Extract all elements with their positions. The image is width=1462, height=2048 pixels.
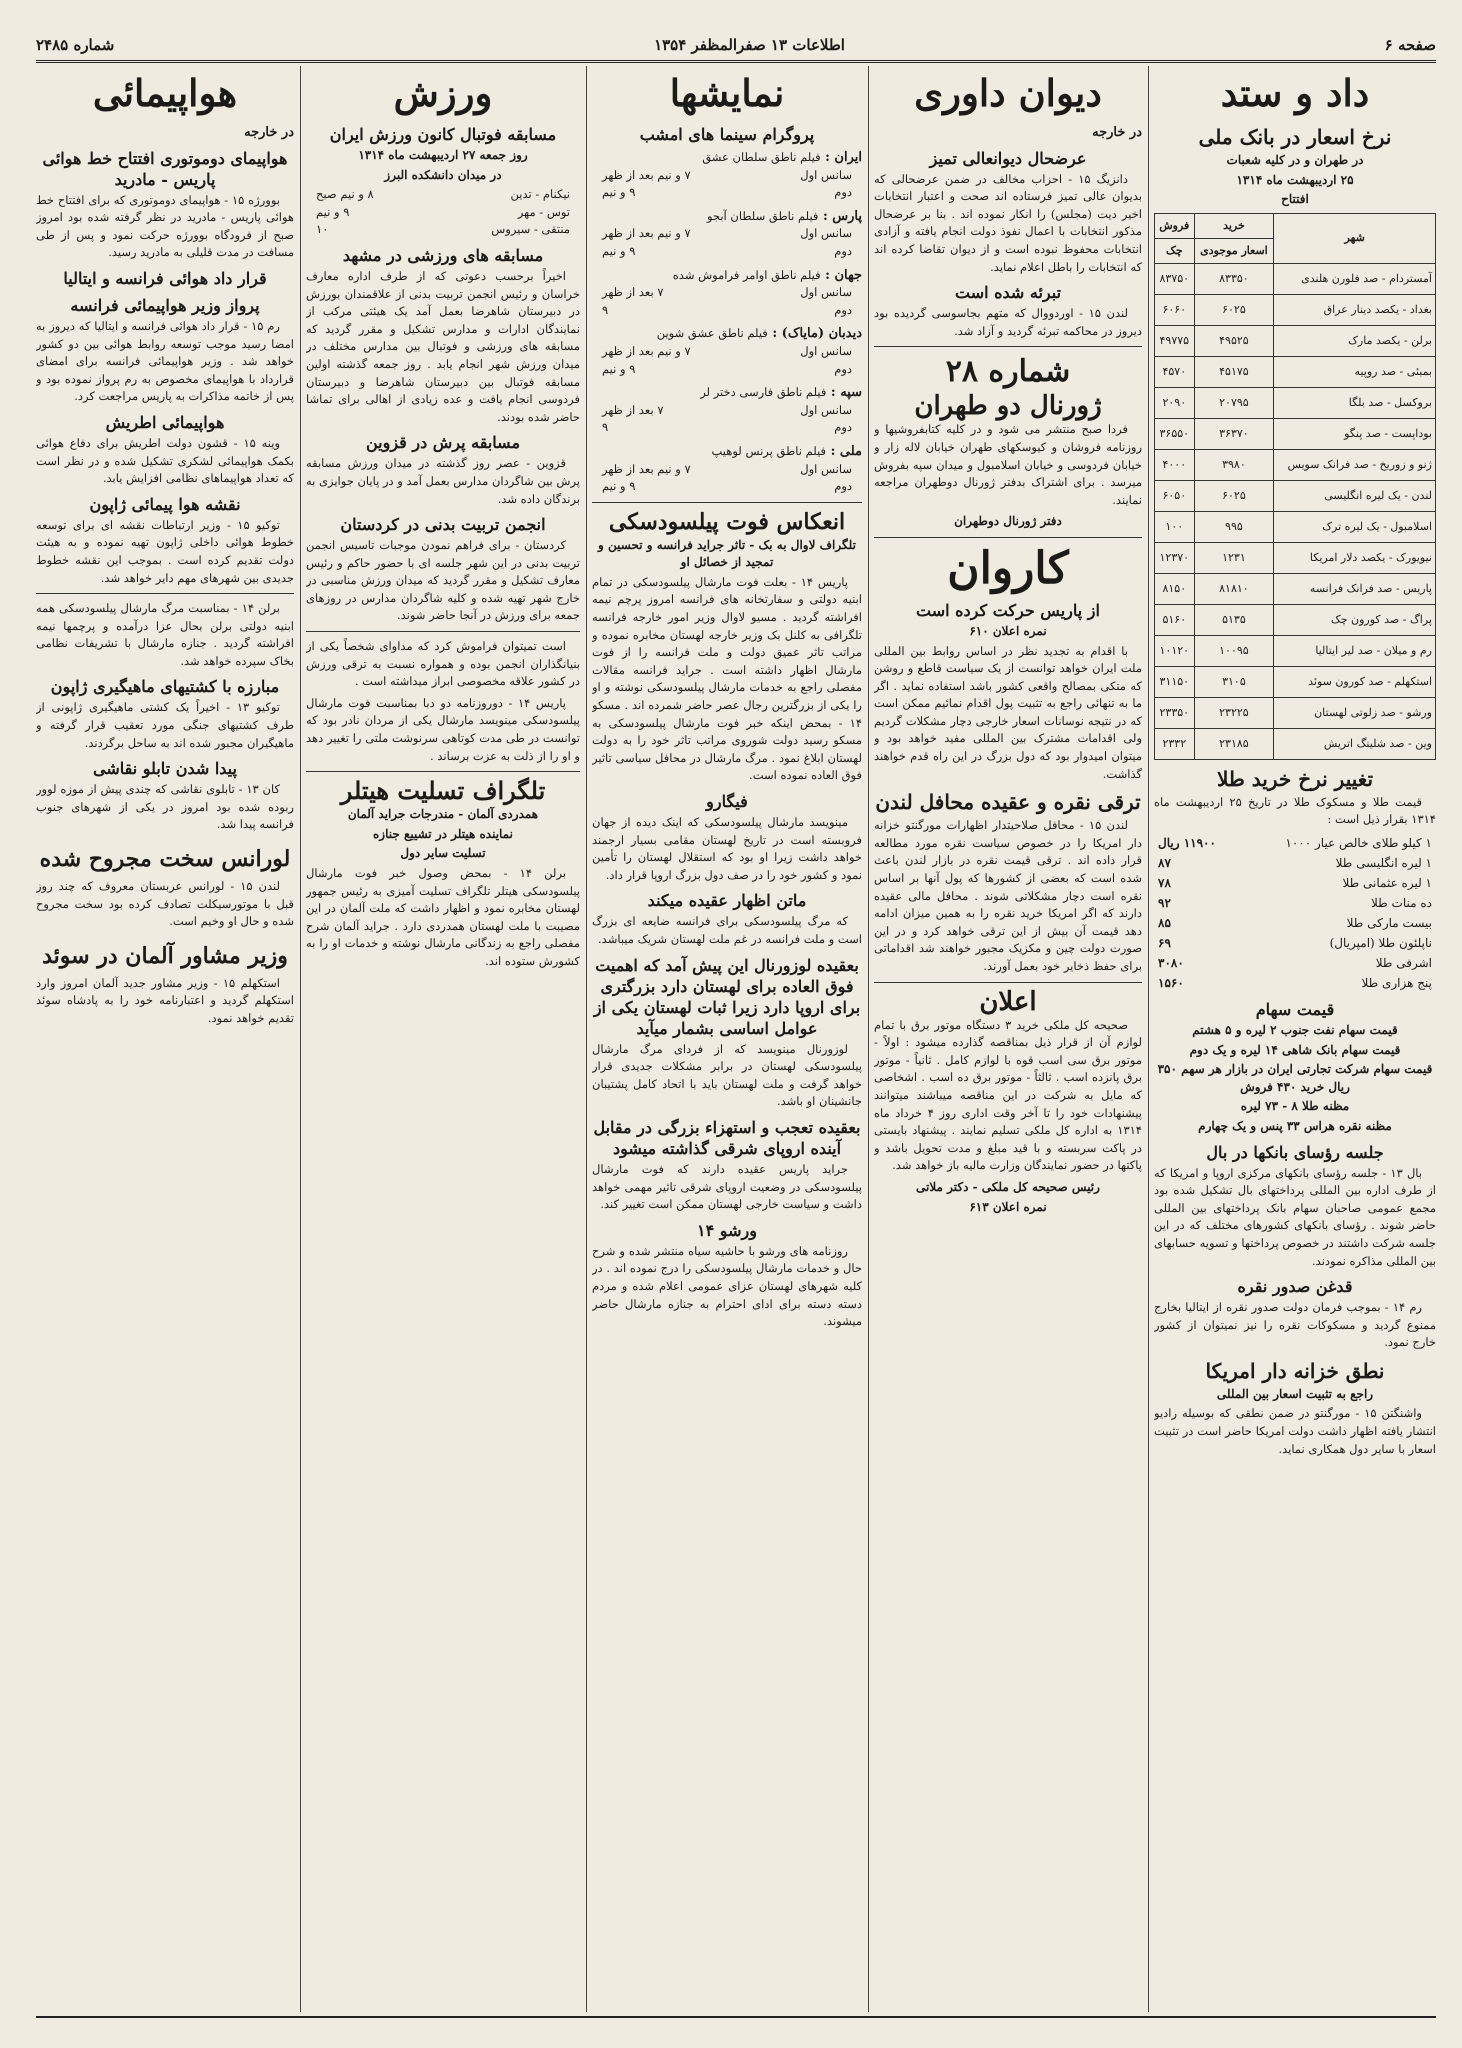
- rates-cell-city: ورشو - صد زلوتی لهستان: [1274, 697, 1436, 728]
- rates-cell-sell: ۱۲۳۷۰: [1155, 542, 1195, 573]
- rates-row: [1155, 697, 1436, 728]
- telegram-text: برلن ۱۴ - بمحض وصول خبر فوت مارشال پیلسودسکی هیتلر تلگراف تسلیت آمیزی به رئیس جمهور لهستان مخابره نمود و اظهار داشت که ملت آلمان در این مصیبت با ملت لهستان همدردی دارد . جراید آلمان شرح مفصلی راجع به زندگانی مارشال نوشته و خدمات او را به کشورش ستوده اند.: [306, 866, 580, 968]
- pilsudski-subheading: تلگراف لاوال به بک - تاثر جراید فرانسه و تحسین و تمجید از خصائل او: [598, 537, 856, 570]
- rates-cell-city: رم و میلان - صد لیر ایتالیا: [1274, 635, 1436, 666]
- gold-name: اشرفی طلا: [1375, 955, 1432, 970]
- top-rule: [36, 60, 1436, 63]
- aviation-heading-8: پیدا شدن تابلو نقاشی: [93, 759, 237, 779]
- match-row: [306, 186, 580, 204]
- rates-cell-buy: ۵۱۳۵: [1194, 604, 1274, 635]
- cinema-name: جهان :: [820, 267, 862, 283]
- telegram-subheading: همدردی آلمان - مندرجات جراید آلمان: [347, 807, 539, 822]
- divider: [592, 502, 862, 503]
- show-label: دوم: [834, 361, 852, 376]
- rates-cell-sell: ۸۱۵۰: [1155, 573, 1195, 604]
- silver-heading: قدغن صدور نقره: [1237, 1277, 1353, 1297]
- section-title-shows: نمایشها: [669, 71, 785, 115]
- rates-cell-sell: ۵۱۶۰: [1155, 604, 1195, 635]
- match-teams: توس - مهر: [517, 204, 570, 219]
- gold-name: ۱ لیره انگلیسی طلا: [1335, 855, 1432, 870]
- aviation-heading-2: قرار داد هوائی فرانسه و ایتالیا: [63, 268, 267, 288]
- mashhad-heading: مسابقه های ورزشی در مشهد: [342, 245, 544, 265]
- show-row: [592, 302, 862, 320]
- journal-title: ژورنال دو طهران: [914, 391, 1102, 422]
- rates-row: [1155, 728, 1436, 759]
- show-time: ۹: [602, 302, 609, 317]
- rates-cell-city: بمبئی - صد روپیه: [1274, 356, 1436, 387]
- gold-value: ۸۵: [1158, 915, 1171, 930]
- gold-intro: قیمت طلا و مسکوک طلا در تاریخ ۲۵ اردیبهشت ماه ۱۳۱۴ بقرار ذیل است :: [1154, 794, 1436, 827]
- divider: [874, 537, 1142, 538]
- match-time: ۸ و نیم صبح: [316, 187, 374, 202]
- cinema-entry: [592, 443, 862, 496]
- matin-heading: ماتن اظهار عقیده میکند: [647, 891, 807, 911]
- petition-text: دانزیگ ۱۵ - احزاب مخالف در ضمن عرضحالی که بدیوان عالی تمیز فرستاده اند صحت و اعتبار انتخابات اخیر دیت (مجلس) را انکار نموده اند . بنا بر عرضحال مذکور انتخابات با اعمال نفوذ دولت انجام یافته و آزادی انتخابات محفوظ نبوده است و از دیوان تقاضا کرده اند که انتخابات را باطل اعلام نماید.: [874, 171, 1142, 274]
- divider: [874, 982, 1142, 983]
- cinema-film: فیلم ناطق سلطان آبجو: [706, 208, 819, 223]
- match-row: [306, 221, 580, 239]
- rates-header-check: اسعار موجودی: [1194, 238, 1274, 263]
- rates-row: [1155, 542, 1436, 573]
- show-label: دوم: [834, 420, 852, 435]
- rates-row: [1155, 418, 1436, 449]
- show-row: [592, 225, 862, 243]
- bottom-rule: [36, 2016, 1436, 2018]
- cinema-film: فیلم ناطق سلطان عشق: [702, 150, 821, 164]
- gold-value: ۸۷: [1158, 855, 1171, 870]
- figaro-text: مینویسد مارشال پیلسودسکی که اینک دیده از جهان فروبسته است در تاریخ لهستان مقامی بسیار ارجمند خواهد داشت زیرا او بود که استقلال لهستان را تأمین نمود و کشور خود را در صف دول بزرگ اروپا قرار داد.: [592, 815, 862, 882]
- rates-row: [1155, 604, 1436, 635]
- rates-cell-sell: ۴۹۷۷۵: [1155, 325, 1195, 356]
- rates-row: [1155, 356, 1436, 387]
- rates-cell-city: استکهلم - صد کورون سوئد: [1274, 666, 1436, 697]
- divider: [874, 346, 1142, 347]
- treasury-subheading: راجع به تثبیت اسعار بین المللی: [1216, 1386, 1374, 1401]
- show-time: ۷ و نیم بعد از ظهر: [602, 226, 691, 241]
- rates-cell-sell: ۴۵۷۰: [1155, 356, 1195, 387]
- divider: [36, 593, 294, 594]
- section-title-exchange: داد و ستد: [1220, 71, 1370, 115]
- rates-cell-city: پراگ - صد کورون چک: [1274, 604, 1436, 635]
- rates-cell-city: پاریس - صد فرانک فرانسه: [1274, 573, 1436, 604]
- east-heading: بعقیده تعجب و استهزاء بزرگی در مقابل آینده اروپای شرقی گذاشته میشود: [593, 1117, 861, 1158]
- show-row: [592, 361, 862, 379]
- section-title-arbitration: دیوان داوری: [914, 71, 1102, 115]
- aviation-heading-1: هواپیمای دوموتوری افتتاح خط هوائی پاریس - مادرید: [42, 148, 288, 189]
- rates-row: [1155, 635, 1436, 666]
- cinema-header: [592, 443, 862, 461]
- rates-row: [1155, 294, 1436, 325]
- match-row: [306, 204, 580, 222]
- acquit-text: لندن ۱۵ - اوردووال که متهم بجاسوسی گردیده بود دیروز در محاکمه تبرئه گردید و آزاد شد.: [874, 306, 1142, 338]
- aviation-heading-4: هواپیمائی اطریش: [105, 412, 225, 432]
- show-time: ۷ بعد از ظهر: [602, 285, 664, 300]
- share-line: قیمت سهام بانک شاهی ۱۴ لیره و یک دوم: [1189, 1042, 1401, 1057]
- rates-cell-sell: ۶۰۵۰: [1155, 480, 1195, 511]
- silver-text: رم ۱۴ - بموجب فرمان دولت صدور نقره از ایتالیا بخارج ممنوع گردید و مسکوکات نقره را نیز نمیتوان از کشور خارج نمود.: [1154, 1300, 1436, 1350]
- show-time: ۷ و نیم بعد از ظهر: [602, 167, 691, 182]
- rates-cell-buy: ۶۰۲۵: [1194, 480, 1274, 511]
- football-place: در میدان دانشکده البرز: [384, 167, 502, 182]
- london-heading: ترقی نقره و عقیده محافل لندن: [875, 790, 1141, 815]
- column-exchange: [1154, 66, 1436, 2012]
- masthead: [36, 34, 1436, 56]
- column-separator: [868, 66, 869, 2012]
- petition-heading: عرضحال دیوانعالی تمیز: [929, 148, 1087, 168]
- show-label: سانس اول: [800, 461, 852, 476]
- rates-cell-city: لندن - یک لیره انگلیسی: [1274, 480, 1436, 511]
- column-arbitration: [874, 66, 1142, 2012]
- show-row: [592, 478, 862, 496]
- cinema-name: ملی :: [826, 443, 862, 459]
- show-time: ۹ و نیم: [602, 479, 636, 494]
- divider: [306, 631, 580, 632]
- cinema-entry: [592, 208, 862, 261]
- gold-row: [1154, 833, 1436, 853]
- kurdistan-heading: انجمن تربیت بدنی در کردستان: [340, 515, 546, 535]
- rates-cell-sell: ۳۶۵۵۰: [1155, 418, 1195, 449]
- gold-name: ده منات طلا: [1371, 895, 1432, 910]
- caravan-ad-number: نمره اعلان ۶۱۰: [969, 623, 1047, 638]
- rates-cell-sell: ۲۳۳۵۰: [1155, 697, 1195, 728]
- paris-text: پاریس ۱۴ - دوروزنامه دو دبا بمناسبت فوت مارشال پیلسودسکی مینویسد مارشال یکی از مردان نادر بود که توانست در طی مدت کوتاهی سرنوشت ملتی را تغییر دهد و او را از ذلت به عزت برساند .: [306, 695, 580, 763]
- aviation-text-1: بوورژه ۱۵ - هواپیمای دوموتوری که برای افتتاح خط هوائی پاریس - مادرید در نظر گرفته شده بود امروز صبح از فرودگاه بوورژه حرکت نمود و پس از طی مسافت در مدت قلیلی به مادرید رسید.: [36, 192, 294, 260]
- gold-heading: تغییر نرخ خرید طلا: [1216, 766, 1374, 791]
- rates-cell-buy: ۱۲۳۱: [1194, 542, 1274, 573]
- rates-cell-city: وین - صد شلینگ اتریش: [1274, 728, 1436, 759]
- gold-value: ۱۱۹۰۰ ریال: [1158, 835, 1216, 850]
- match-list: [306, 186, 580, 239]
- treasury-text: واشنگتن ۱۵ - مورگنتو در ضمن نطقی که بوسیله رادیو انتشار یافته اظهار داشت دولت امریکا حاضر است در تثبیت اسعار با سایر دول همکاری نماید.: [1154, 1406, 1436, 1456]
- gold-row: [1154, 973, 1436, 993]
- cinema-list: [592, 149, 862, 496]
- rates-cell-sell: ۳۱۱۵۰: [1155, 666, 1195, 697]
- caravan-title: کاروان: [947, 542, 1069, 594]
- aviation-text-8: کان ۱۳ - تابلوی نقاشی که چندی پیش از موزه لوور ربوده شده بود امروز در یکی از شهرهای جنوب فرانسه پیدا شد.: [36, 782, 294, 832]
- show-label: سانس اول: [800, 343, 852, 358]
- caravan-subtitle: از پاریس حرکت کرده است: [916, 600, 1100, 620]
- lausanne-heading: بعقیده لوزورنال این پیش آمد که اهمیت فوق العاده برای لهستان دارد بزرگتری برای اروپا دارد زیرا ثبات لهستان یکی از عوامل اساسی بشمار میآید: [593, 955, 861, 1038]
- rates-table: [1154, 213, 1436, 760]
- telegram-subheading-2: نماینده هیتلر در تشییع جنازه: [373, 826, 513, 841]
- show-row: [592, 284, 862, 302]
- rates-header-buy: خرید: [1194, 213, 1274, 238]
- ad-heading: اعلان: [979, 986, 1037, 1017]
- aviation-text-9: لندن ۱۵ - لورانس عربستان معروف که چند روز قبل با موتورسیکلت تصادف کرده بود سخت مجروح شده و حال او وخیم است.: [36, 879, 294, 929]
- show-time: ۹ و نیم: [602, 243, 636, 258]
- rates-row: [1155, 480, 1436, 511]
- aviation-heading-3: پرواز وزیر هواپیمائی فرانسه: [70, 295, 260, 315]
- rates-cell-city: ژنو و زوریخ - صد فرانک سویس: [1274, 449, 1436, 480]
- rates-cell-sell: ۶۰۶۰: [1155, 294, 1195, 325]
- football-date: روز جمعه ۲۷ اردیبهشت ماه ۱۳۱۴: [358, 148, 528, 162]
- cinema-film: فیلم ناطق فارسی دختر لر: [700, 385, 827, 400]
- gold-name: ۱ کیلو طلای خالص عیار ۱۰۰۰: [1285, 835, 1432, 850]
- london-text: لندن ۱۵ - محافل صلاحیتدار اظهارات مورگنتو خزانه دار امریکا را در خصوص سیاست نقره مورد مطالعه قرار داده اند . ترقی قیمت نقره در بازار لندن باعث شده است که بعضی از کشورها که پول آنها بر اساس نقره است دچار مشکلاتی شوند . محافل مالی عقیده دارند که اگر امریکا خرید نقره را به همین میزان ادامه دهد قیمت آن بیش از این ترقی خواهد کرد و در این صورت دولت چین و مکزیک مجبور خواهند شد اقداماتی برای حفظ ذخایر خود بعمل آورند.: [874, 818, 1142, 973]
- show-time: ۹ و نیم: [602, 185, 636, 200]
- section-title-sport: ورزش: [393, 71, 493, 115]
- pilsudski-text: پاریس ۱۴ - بعلت فوت مارشال پیلسودسکی در تمام ابنیه دولتی و سفارتخانه های فرانسه امروز پرچم نیمه افراشته گردید . مسیو لاوال وزیر امور خارجه فرانسه تلگرافی به کلنل بک وزیر خارجه لهستان مخابره نموده و مراتب تاثر عمیق دولت و ملت فرانسه را از فوت مارشال اظهار داشته است . جراید فرانسه مقالات مفصلی راجع به خدمات مارشال پیلسودسکی نوشته و او را یکی از بزرگترین رجال عصر حاضر شمرده اند . مسکو ۱۴ - بمحض اینکه خبر فوت مارشال پیلسودسکی به مسکو رسید دولت شوروی مراتب تاثر خود را به دولت لهستان ابلاغ نمود . مرگ مارشال در محافل سیاسی تاثیر فوق العاده نموده است.: [592, 574, 862, 783]
- rates-cell-buy: ۴۵۱۷۵: [1194, 356, 1274, 387]
- telegram-heading: تلگراف تسلیت هیتلر: [340, 776, 546, 806]
- aviation-heading-10: وزیر مشاور آلمان در سوئد: [42, 942, 288, 969]
- show-label: سانس اول: [800, 402, 852, 417]
- cinema-entry: [592, 149, 862, 202]
- rates-header-cheque: چک: [1155, 238, 1195, 263]
- rates-cell-buy: ۱۰۰۹۵: [1194, 635, 1274, 666]
- shares-list: [1154, 1022, 1436, 1136]
- warsaw-heading: ورشو ۱۴: [697, 1220, 757, 1240]
- show-label: دوم: [834, 243, 852, 258]
- column-separator: [300, 66, 301, 2012]
- rates-date: ۲۵ اردیبهشت ماه ۱۳۱۴: [1236, 172, 1354, 187]
- show-time: ۷ بعد از ظهر: [602, 402, 664, 417]
- show-label: سانس اول: [800, 285, 852, 300]
- cinema-film: فیلم ناطق عشق شوین: [656, 326, 768, 341]
- caravan-text: با اقدام به تجدید نظر در اساس روابط بین المللی ملت ایران خواهد توانست از یک سیاست قاطع و روشن که متکی بمصالح واقعی کشور باشد استفاده نماید . اگر ما به تنهائی راجع به تثبیت پول اقدام نمائیم ممکن است که در نتیجه نوسانات اسعار خارجی دچار مشکلات گردیم ولی اقدامات مشترک بین المللی مفید خواهد بود و میتوان امیدوار بود که دول بزرگ در این راه قدم خواهند گذاشت.: [874, 643, 1142, 781]
- rates-cell-buy: ۲۰۷۹۵: [1194, 387, 1274, 418]
- rates-cell-sell: ۲۰۹۰: [1155, 387, 1195, 418]
- rates-row: [1155, 387, 1436, 418]
- rates-opening: افتتاح: [1281, 192, 1309, 207]
- show-row: [592, 343, 862, 361]
- rates-cell-sell: ۲۳۳۲: [1155, 728, 1195, 759]
- gold-value: ۳۰۸۰: [1158, 955, 1184, 970]
- ad-signature: رئیس صحیحه کل ملکی - دکتر ملاتی: [916, 1179, 1100, 1194]
- rates-cell-sell: ۸۳۷۵۰: [1155, 263, 1195, 294]
- rates-header-city: شهر: [1274, 213, 1436, 263]
- gold-name: ناپلئون طلا (امپریال): [1329, 935, 1432, 950]
- aviation-heading-9: لورانس سخت مجروح شده: [39, 846, 291, 873]
- show-time: ۷ و نیم بعد از ظهر: [602, 461, 691, 476]
- rates-row: [1155, 263, 1436, 294]
- lausanne-text: لوزورنال مینویسد که از فردای مرگ مارشال پیلسودسکی لهستان در برابر مشکلات جدیدی قرار خواهد گرفت و ملت لهستان باید با اتحاد کامل پشتیبان جانشینان او باشد.: [592, 1041, 862, 1109]
- rates-cell-buy: ۳۶۳۷۰: [1194, 418, 1274, 449]
- gold-row: [1154, 873, 1436, 893]
- figaro-heading: فیگارو: [706, 792, 748, 811]
- rates-subheading: در طهران و در کلیه شعبات: [1226, 153, 1364, 167]
- ad-number: نمره اعلان ۶۱۳: [969, 1199, 1047, 1214]
- cinema-header: [592, 208, 862, 226]
- cinema-program-heading: پروگرام سینما های امشب: [639, 125, 815, 144]
- show-label: دوم: [834, 302, 852, 317]
- share-line: مظنه طلا ۸ - ۷۳ لیره: [1240, 1099, 1350, 1114]
- masthead-date: اطلاعات ۱۳ صفرالمظفر ۱۳۵۴: [654, 36, 845, 54]
- match-teams: منتقی - سیروس: [491, 222, 570, 237]
- show-row: [592, 184, 862, 202]
- show-row: [592, 419, 862, 437]
- show-row: [592, 243, 862, 261]
- rates-cell-city: برلن - یکصد مارک: [1274, 325, 1436, 356]
- rates-cell-sell: ۱۰۰: [1155, 511, 1195, 542]
- rates-cell-buy: ۶۰۲۵: [1194, 294, 1274, 325]
- gold-name: بیست مارکی طلا: [1346, 915, 1432, 930]
- show-label: سانس اول: [800, 167, 852, 182]
- aviation-text-10: استکهلم ۱۵ - وزیر مشاور جدید آلمان امروز وارد استکهلم گردید و اعتبارنامه خود را به پادشاه سوئد تقدیم خواهد نمود.: [36, 975, 294, 1025]
- cinema-film: فیلم ناطق اوامر فراموش شده: [672, 267, 821, 282]
- kurdistan-text: کردستان - برای فراهم نمودن موجبات تاسیس انجمن تربیت بدنی در این شهر جلسه ای با حضور حاکم و رئیس معارف تشکیل و مقرر گردید که میدان ورزش مناسبی در خارج شهر تهیه شده و کلیه شاگردان مدارس در روزهای جمعه برای ورزش در آنجا حاضر شوند.: [306, 538, 580, 623]
- journal-office: دفتر ژورنال دوطهران: [954, 514, 1062, 529]
- show-label: دوم: [834, 479, 852, 494]
- rates-cell-buy: ۳۹۸۰: [1194, 449, 1274, 480]
- cinema-name: سپه :: [826, 385, 862, 401]
- shares-heading: قیمت سهام: [1255, 999, 1335, 1019]
- pilsudski-heading: انعکاس فوت پیلسودسکی: [608, 508, 846, 535]
- match-time: ۹ و نیم: [316, 204, 350, 219]
- column-aviation: [36, 66, 294, 2012]
- match-time: ۱۰: [316, 222, 329, 237]
- matin-text: که مرگ پیلسودسکی برای فرانسه ضایعه ای بزرگ است و ملت فرانسه در غم ملت لهستان شریک میباشد.: [592, 914, 862, 946]
- rates-cell-buy: ۸۳۳۵۰: [1194, 263, 1274, 294]
- ad-text: صحیحه کل ملکی خرید ۳ دستگاه موتور برق با تمام لوازم آن از قرار ذیل بمناقصه گذارده میشود : اولاً - موتور برق سی اسب قوه با لوازم کامل . ثانیاً - موتور برق پانزده اسب . ثالثاً - موتور برق ده اسب . اشخاصی که مایل به شرکت در این مناقصه میباشند میتوانند پیشنهادات خود را تا آخر وقت اداری روز ۴ خرداد ماه ۱۳۱۴ به اداره کل ملکی تسلیم نمایند . پیشنهاد بایستی در پاکت سربسته و با قید مبلغ و مدت تحویل باشد و پاکتها در حضور نمایندگان وزارت مالیه باز خواهد شد.: [874, 1017, 1142, 1173]
- cinema-film: فیلم ناطق پرنس لوهیپ: [711, 443, 827, 458]
- gold-value: ۹۲: [1158, 895, 1171, 910]
- show-time: ۹: [602, 420, 609, 435]
- football-heading: مسابقه فوتبال کانون ورزش ایران: [329, 125, 557, 144]
- rates-row: [1155, 325, 1436, 356]
- east-text: جراید پاریس عقیده دارند که فوت مارشال پیلسودسکی در وضعیت اروپای شرقی تاثیر مهمی خواهد داشت و سیاست خارجی لهستان ممکن است تغییر کند.: [592, 1161, 862, 1212]
- cinema-header: [592, 325, 862, 343]
- cinema-name: دیدبان (مایاک) :: [767, 326, 862, 342]
- cinema-name: ایران :: [820, 150, 862, 165]
- column-separator: [586, 66, 587, 2012]
- rates-cell-city: بروکسل - صد بلگا: [1274, 387, 1436, 418]
- rates-header-sell: فروش: [1155, 213, 1195, 238]
- rates-row: [1155, 449, 1436, 480]
- gold-name: ۱ لیره عثمانی طلا: [1342, 875, 1432, 890]
- cinema-entry: [592, 384, 862, 437]
- gold-value: ۱۵۶۰: [1158, 975, 1184, 990]
- cinema-header: [592, 384, 862, 402]
- share-line: مظنه نقره هراس ۳۳ پنس و یک چهارم: [1198, 1118, 1392, 1133]
- rates-cell-buy: ۸۱۸۱۰: [1194, 573, 1274, 604]
- section-title-aviation: هواپیمائی: [92, 71, 238, 115]
- gold-name: پنج هزاری طلا: [1361, 975, 1432, 990]
- rates-row: [1155, 666, 1436, 697]
- bank-meeting-heading: جلسه رؤسای بانکها در بال: [1206, 1142, 1384, 1162]
- gold-row: [1154, 913, 1436, 933]
- cinema-entry: [592, 325, 862, 378]
- share-line: قیمت سهام شرکت تجارتی ایران در بازار هر سهم ۳۵۰ ریال خرید ۴۳۰ فروش: [1157, 1062, 1433, 1094]
- issue-number: شماره ۲۴۸۵: [36, 36, 115, 54]
- show-label: سانس اول: [800, 226, 852, 241]
- gold-row: [1154, 953, 1436, 973]
- show-row: [592, 402, 862, 420]
- column-sport: [306, 66, 580, 2012]
- treasury-heading: نطق خزانه دار امریکا: [1205, 1358, 1385, 1383]
- gold-value: ۶۹: [1158, 935, 1171, 950]
- gold-value: ۷۸: [1158, 875, 1171, 890]
- telegram-subheading-3: تسلیت سایر دول: [400, 846, 486, 861]
- gold-row: [1154, 933, 1436, 953]
- aviation-heading-5: نقشه هوا پیمائی ژاپون: [89, 494, 241, 514]
- rates-cell-city: بوداپست - صد پنگو: [1274, 418, 1436, 449]
- rates-cell-city: آمستردام - صد فلورن هلندی: [1274, 263, 1436, 294]
- show-label: دوم: [834, 185, 852, 200]
- rates-cell-sell: ۴۰۰۰: [1155, 449, 1195, 480]
- qazvin-text: قزوین - عصر روز گذشته در میدان ورزش مسابقه پرش بین شاگردان مدارس بعمل آمد و در پایان جوایزی به برندگان داده شد.: [306, 456, 580, 506]
- share-line: قیمت سهام نفت جنوب ۲ لیره و ۵ هشتم: [1192, 1022, 1398, 1037]
- column-shows: [592, 66, 862, 2012]
- rates-cell-buy: ۳۱۰۵: [1194, 666, 1274, 697]
- acquit-heading: تبرئه شده است: [954, 283, 1062, 303]
- page-number: صفحه ۶: [1384, 36, 1436, 54]
- rates-row: [1155, 573, 1436, 604]
- rates-cell-buy: ۴۹۵۲۵: [1194, 325, 1274, 356]
- rates-cell-buy: ۲۳۱۸۵: [1194, 728, 1274, 759]
- aviation-heading-7: مبارزه با کشتیهای ماهیگیری ژاپون: [50, 677, 280, 697]
- cinema-name: پارس :: [818, 208, 862, 224]
- rates-cell-city: نیویورک - یکصد دلار امریکا: [1274, 542, 1436, 573]
- aviation-text-5: توکیو ۱۵ - وزیر ارتباطات نقشه ای برای توسعه خطوط هوائی داخلی ژاپون تهیه نموده و به هیئت دولت تقدیم کرده است . بموجب این نقشه خطوط جدیدی بین شهرهای مهم دایر خواهد شد.: [36, 517, 294, 585]
- warsaw-text: روزنامه های ورشو با حاشیه سیاه منتشر شده و شرح حال و خدمات مارشال پیلسودسکی را درج نموده اند . در کلیه شهرهای لهستان عزای عمومی اعلام شده و مردم دسته دسته برای ادای احترام به جنازه مارشال حاضر میشوند.: [592, 1243, 862, 1329]
- continued-text: است تمیتوان فراموش کرد که مداوای شخصاً یکی از بنیانگذاران انجمن بوده و همواره نسبت به ترقی ورزش در کشور علاقه مخصوصی ابراز میداشته است .: [306, 639, 580, 689]
- cinema-header: [592, 267, 862, 285]
- rates-cell-buy: ۹۹۵: [1194, 511, 1274, 542]
- rates-heading: نرخ اسعار در بانک ملی: [1198, 125, 1392, 149]
- section-label: در خارجه: [244, 125, 294, 140]
- cinema-entry: [592, 267, 862, 320]
- show-row: [592, 167, 862, 185]
- mashhad-text: اخیراً برحسب دعوتی که از طرف اداره معارف خراسان و رئیس انجمن تربیت بدنی از علاقمندان بورزش در دبیرستان شاهرضا بعمل آمد یک هیئتی مرکب از نمایندگان ادارات و مدارس تشکیل و مقرر گردید که مسابقه های ورزشی و فوتبال بین مدارس مختلف در میدان ورزش شهر انجام یابد . روز جمعه گذشته اولین مسابقه فوتبال بین دبیرستان شاهرضا و دبیرستان فردوسی انجام یافت و عده زیادی از اهالی برای تماشا حاضر شده بودند.: [306, 268, 580, 424]
- aviation-text-7: توکیو ۱۳ - اخیراً یک کشتی ماهیگیری ژاپونی از طرف کشتیهای جنگی مورد تعقیب قرار گرفته و ماهیگیران مجبور شده اند به ساحل برگردند.: [36, 700, 294, 750]
- journal-text: فردا صبح منتشر می شود و در کلیه کتابفروشیها و روزنامه فروشان و کیوسکهای طهران خیابان لاله زار و خیابان فردوسی و خیابان اسلامبول و میدان سپه بفروش میرسد . برای اشتراک بدفتر ژورنال دوطهران مراجعه نمایند.: [874, 422, 1142, 507]
- bank-meeting-text: بال ۱۳ - جلسه رؤسای بانکهای مرکزی اروپا و امریکا که از طرف اداره بین المللی پرداختهای بال تشکیل شده بود مجمع عمومی صاحبان سهام بانک پرداختهای بین المللی حاضر شوند . رؤسای بانکهای کشورهای مختلف که در این جلسه شرکت داشتند در خصوص پرداختها و تسویه حسابهای بین المللی مذاکره نمودند.: [1154, 1165, 1436, 1268]
- gold-row: [1154, 853, 1436, 873]
- rates-cell-city: بغداد - یکصد دینار عراق: [1274, 294, 1436, 325]
- match-teams: نیکنام - تدین: [510, 187, 570, 202]
- qazvin-heading: مسابقه پرش در قزوین: [365, 433, 521, 453]
- rates-cell-sell: ۱۰۱۲۰: [1155, 635, 1195, 666]
- divider: [306, 771, 580, 772]
- aviation-text-4: وینه ۱۵ - قشون دولت اطریش برای دفاع هوائی بکمک هواپیمائی لشکری تشکیل شده و در نظر است که تعداد هواپیماهای نظامی افزایش یابد.: [36, 435, 294, 486]
- rates-cell-buy: ۲۳۲۲۵: [1194, 697, 1274, 728]
- gold-list: [1154, 833, 1436, 993]
- show-time: ۷ و نیم بعد از ظهر: [602, 343, 691, 358]
- show-time: ۹ و نیم: [602, 361, 636, 376]
- aviation-text-6: برلن ۱۴ - بمناسبت مرگ مارشال پیلسودسکی همه ابنیه دولتی برلن بحال عزا درآمده و پرچمها نیمه افراشته گردید . جنازه مارشال با تشریفات نظامی بخاک سپرده خواهد شد.: [36, 601, 294, 668]
- section-label: در خارجه: [1092, 125, 1142, 140]
- gold-row: [1154, 893, 1436, 913]
- cinema-header: [592, 149, 862, 167]
- column-separator: [1148, 66, 1149, 2012]
- rates-cell-city: اسلامبول - یک لیره ترک: [1274, 511, 1436, 542]
- rates-row: [1155, 511, 1436, 542]
- aviation-text-3: رم ۱۵ - قرار داد هوائی فرانسه و ایتالیا که دیروز به امضا رسید موجب توسعه روابط هوائی بین دو کشور خواهد شد . وزیر هواپیمائی فرانسه برای امضای قرارداد با هواپیمای مخصوص به رم پرواز نموده بود و پس از خاتمه مذاکرات به پاریس مراجعت کرد.: [36, 318, 294, 404]
- journal-number: شماره ۲۸: [945, 354, 1071, 390]
- show-row: [592, 461, 862, 479]
